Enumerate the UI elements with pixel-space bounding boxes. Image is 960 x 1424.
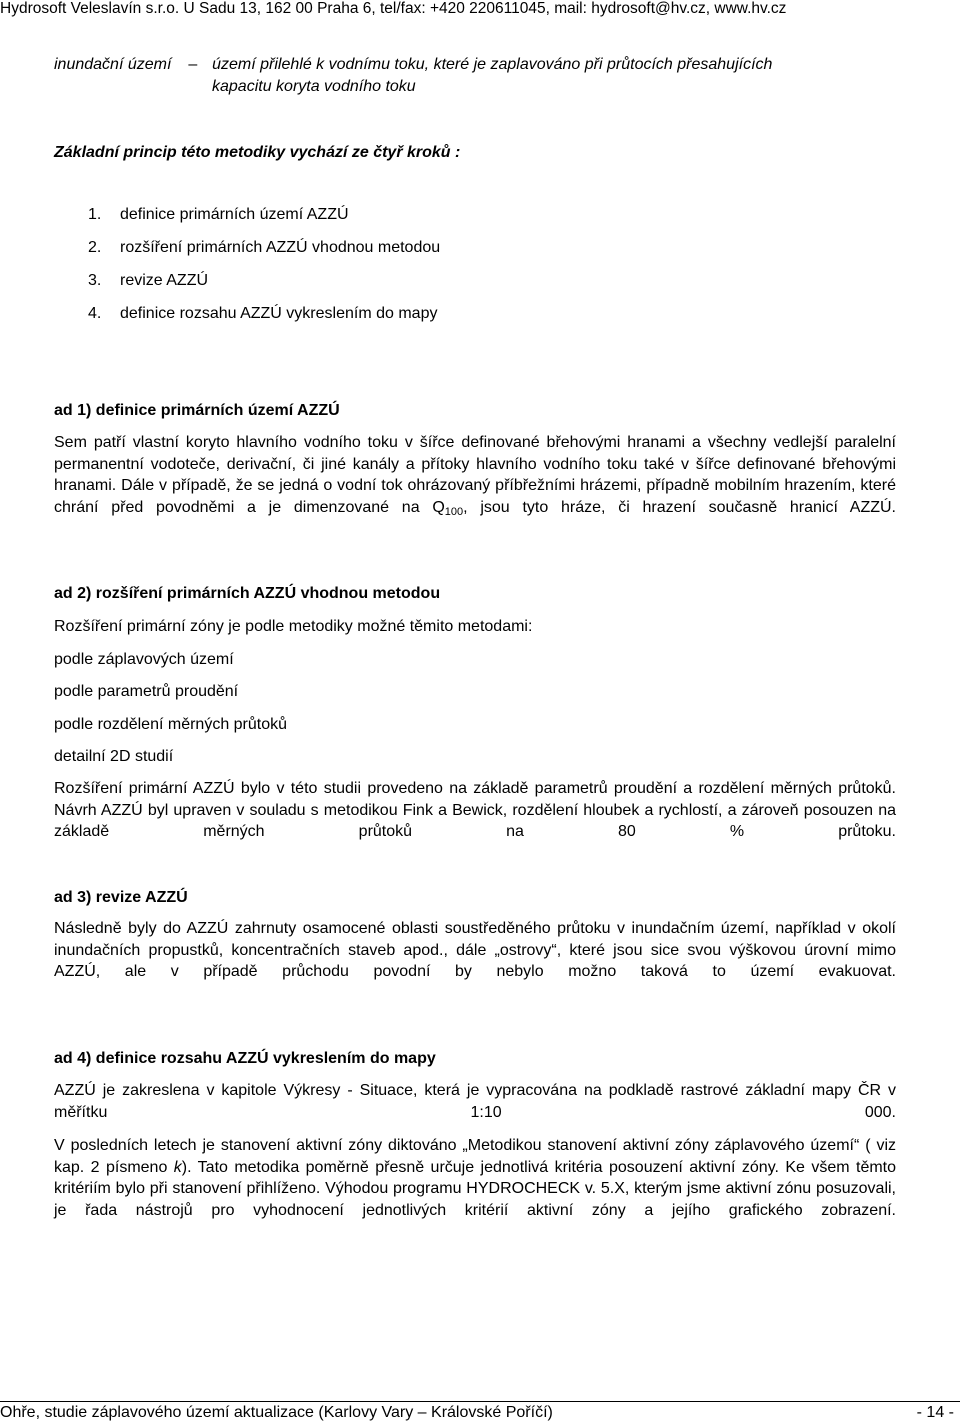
method-item: podle parametrů proudění [54,683,239,700]
section-1-text: Sem patří vlastní koryto hlavního vodního toku v šířce definované břehovými hranami a všechny vedlejší paralelní permanentní vodoteče, derivační, či jiné kanály a přítoky hlavního vodního toku také v šířce definované břehovými hranami. Dále v případě, že se jedná o vodní tok ohrázovaný příbřežními hrázemi, případně mobilním hrazením, které chrání před povodněmi a je dimenzované na Q [54,434,896,516]
step-item [88,270,208,291]
definition-line-1 [54,54,772,76]
step-item [88,204,349,225]
definition-line-2 [212,76,416,98]
section-4-heading: ad 4) definice rozsahu AZZÚ vykreslením do mapy [54,1050,436,1067]
section-2-intro: Rozšíření primární zóny je podle metodiky možné těmito metodami: [54,618,533,635]
section-4-paragraph-1: AZZÚ je zakreslena v kapitole Výkresy - Situace, která je vypracována na podkladě rastrové základní mapy ČR v měřítku 1:10 000. [54,1082,896,1121]
q100-subscript: 100 [444,505,464,518]
definition-dash: – [188,56,198,73]
page-number: - 14 - [916,1404,954,1421]
step-label: definice rozsahu AZZÚ vykreslením do mapy [120,305,438,322]
step-number: 3. [88,272,102,289]
principle-heading [54,142,460,164]
section-4-text-b: ). Tato metodika poměrně přesně určuje jednotlivá kritéria posouzení aktivní zóny. Ke všem těmto kritériím bylo při stanovení přihlíženo. Výhodou programu HYDROCHECK v. 5.X, kterým jsme aktivní zónu posuzovali, je řada nástrojů pro vyhodnocení jednotlivých kritérií aktivní zóny a jejího grafického zobrazení. [54,1158,897,1219]
definition-term: inundační území [54,56,172,73]
footer-rule [0,1401,960,1402]
method-item: detailní 2D studií [54,748,174,765]
definition-text-2: kapacitu koryta vodního toku [212,78,416,95]
letter-k: k [173,1158,182,1176]
step-number: 4. [88,305,102,322]
step-number: 1. [88,206,102,223]
section-1-heading: ad 1) definice primárních území AZZÚ [54,402,340,419]
step-label: rozšíření primárních AZZÚ vhodnou metodou [120,239,441,256]
step-number: 2. [88,239,102,256]
section-1-paragraph [54,432,896,545]
section-3-heading: ad 3) revize AZZÚ [54,889,188,906]
section-1-text-end: , jsou tyto hráze, či hrazení současně hranicí AZZÚ. [463,498,896,516]
step-label: definice primárních území AZZÚ [120,206,349,223]
method-item: podle rozdělení měrných průtoků [54,716,288,733]
page-header [0,0,960,17]
section-4-paragraph-2 [54,1135,896,1243]
definition-text: území přilehlé k vodnímu toku, které je zaplavováno při průtocích přesahujících [212,56,773,73]
principle-heading-text: Základní princip této metodiky vychází ze čtyř kroků : [54,144,461,161]
header-text: Hydrosoft Veleslavín s.r.o. U Sadu 13, 162 00 Praha 6, tel/fax: +420 220611045, mail: hydrosoft@hv.cz, www.hv.cz [0,0,787,17]
method-item: podle záplavových území [54,651,234,668]
step-item [88,303,437,324]
section-3-paragraph: Následně byly do AZZÚ zahrnuty osamocené oblasti soustředěného průtoku v inundačním území, například v okolí inundačních propustků, koncentračních staveb apod., dále „ostrovy“, které jsou sice svou výškovou úrovní mimo AZZÚ, ale v případě průchodu povodní by nebylo možno taková to území evakuovat. [54,920,896,980]
section-2-paragraph: Rozšíření primární AZZÚ bylo v této studii provedeno na základě parametrů proudění a rozdělení měrných průtoků. Návrh AZZÚ byl upraven v souladu s metodikou Fink a Bewick, rozdělení hloubek a rychlostí, a zároveň posouzen na základě měrných průtoků na 80 % průtoku. [54,780,896,840]
footer-title: Ohře, studie záplavového území aktualizace (Karlovy Vary – Královské Poříčí) [0,1404,553,1421]
section-2-heading: ad 2) rozšíření primárních AZZÚ vhodnou metodou [54,585,441,602]
step-item [88,237,440,258]
section-4-text-a: V posledních letech je stanovení aktivní zóny diktováno „Metodikou stanovení aktivní zóny záplavového území“ ( viz kap. 2 písmeno [54,1137,896,1176]
step-label: revize AZZÚ [120,272,209,289]
